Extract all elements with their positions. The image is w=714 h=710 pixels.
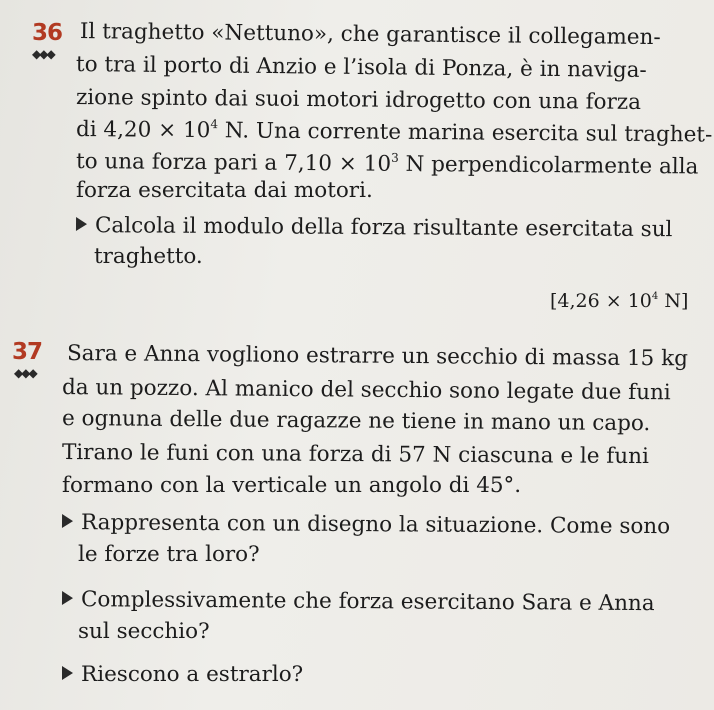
- problem-37-line-4: Tirano le funi con una forza di 57 N ciascuna e le funi: [61, 440, 649, 470]
- problem-36-line-4-exp: 4: [210, 117, 219, 132]
- bullet-triangle-icon: [62, 514, 73, 528]
- problem-36-line-5-exp: 3: [391, 150, 399, 165]
- bullet-triangle-icon: [62, 591, 73, 605]
- bullet-triangle-icon: [76, 217, 87, 231]
- problem-37-task-3: [62, 662, 303, 688]
- problem-36-task-line-2: traghetto.: [94, 244, 203, 269]
- problem-36-line-2: to tra il porto di Anzio e l’isola di Ponza, è in naviga-: [75, 52, 647, 83]
- problem-37-line-1: Sara e Anna vogliono estrarre un secchio di massa 15 kg: [66, 341, 689, 372]
- problem-37-task-1: [62, 510, 670, 540]
- problem-36-number: 36: [32, 20, 63, 46]
- problem-37-number: 37: [12, 339, 43, 365]
- problem-36-answer-exp: 4: [651, 291, 659, 302]
- problem-36-line-3: zione spinto dai suoi motori idrogetto con una forza: [75, 85, 642, 115]
- problem-37-task-2: [62, 587, 655, 617]
- problem-37-line-2: da un pozzo. Al manico del secchio sono legate due funi: [61, 375, 671, 406]
- problem-36-difficulty: ◆◆◆: [32, 47, 54, 61]
- problem-36-answer-b: N]: [658, 290, 689, 312]
- problem-37-task-2-line-2: sul secchio?: [78, 619, 210, 644]
- problem-36-line-4-a: di 4,20 × 10: [75, 117, 211, 144]
- problem-37-difficulty: ◆◆◆: [14, 366, 36, 380]
- problem-37-line-5: formano con la verticale un angolo di 45°.: [62, 473, 522, 498]
- bullet-triangle-icon: [62, 666, 73, 680]
- problem-36-task: [76, 213, 673, 243]
- problem-37-task-1-line-1: Rappresenta con un disegno la situazione. Come sono: [80, 510, 671, 540]
- problem-37-line-3: e ognuna delle due ragazze ne tiene in mano un capo.: [61, 406, 651, 437]
- problem-37-task-2-line-1: Complessivamente che forza esercitano Sara e Anna: [80, 587, 655, 617]
- problem-36-task-line-1: Calcola il modulo della forza risultante esercitata sul: [94, 213, 673, 243]
- problem-37-task-1-line-2: le forze tra loro?: [78, 542, 260, 567]
- problem-36-line-6: forza esercitata dai motori.: [76, 178, 373, 203]
- problem-37-task-3-line-1: Riescono a estrarlo?: [81, 662, 304, 687]
- problem-36-line-5-b: N perpendicolarmente alla: [398, 151, 699, 180]
- problem-36-answer-a: [4,26 × 10: [550, 290, 652, 312]
- problem-36-line-5: [76, 149, 699, 180]
- problem-36-line-4-b: N. Una corrente marina esercita sul traghet-: [217, 118, 713, 148]
- problem-36-line-4: [76, 117, 712, 149]
- problem-36-line-5-a: to una forza pari a 7,10 × 10: [75, 149, 392, 177]
- problem-36-line-1: Il traghetto «Nettuno», che garantisce il collegamen-: [79, 19, 661, 51]
- problem-36-answer: [550, 290, 688, 312]
